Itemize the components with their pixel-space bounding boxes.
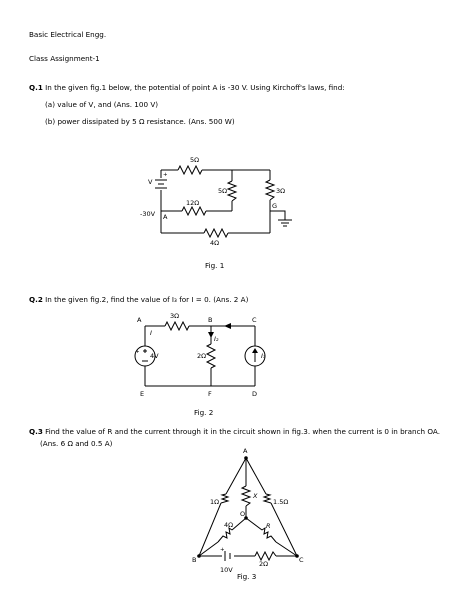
fig2-resistor-2ohm — [207, 344, 215, 368]
fig3-resistor-1ohm — [221, 494, 228, 503]
fig2-label-node-a: A — [137, 316, 142, 324]
q3-question — [29, 428, 440, 436]
q2-question — [29, 296, 248, 304]
q3-answer: (Ans. 6 Ω and 0.5 A) — [40, 439, 113, 448]
fig3-resistor-1-5ohm — [264, 494, 271, 503]
fig3-label-r-1: 1Ω — [210, 498, 220, 506]
fig1-caption: Fig. 1 — [205, 261, 225, 270]
fig1-circuit — [140, 156, 292, 247]
fig3-label-r-4: 4Ω — [224, 521, 234, 529]
fig3-label-source-v: 10V — [220, 566, 233, 574]
fig2-label-plus: + — [135, 349, 140, 355]
fig3-resistor-x — [242, 486, 250, 506]
fig1-label-v: V — [148, 178, 153, 186]
fig2-label-r-2: 2Ω — [197, 352, 207, 360]
q3-number: Q.3 — [29, 427, 43, 436]
fig1-label-plus: + — [163, 172, 168, 178]
fig3-label-r-2: 2Ω — [259, 560, 269, 568]
fig2-label-node-d: D — [252, 390, 258, 398]
q2-text: In the given fig.2, find the value of I₃ for I = 0. (Ans. 2 A) — [45, 295, 249, 304]
fig1-label-r-top: 5Ω — [190, 156, 200, 164]
fig1-label-r-bottom: 4Ω — [210, 239, 220, 247]
fig1-label-minus30: -30V — [140, 210, 156, 218]
fig3-label-r-15: 1.5Ω — [273, 498, 289, 506]
fig3-caption: Fig. 3 — [237, 572, 257, 581]
fig1-resistor-12ohm — [182, 207, 206, 215]
fig3-label-r-r: R — [266, 522, 271, 530]
q3-text: Find the value of R and the current through it in the circuit shown in fig.3. when the current is 0 in branch OA. — [45, 427, 440, 436]
fig2-circuit — [135, 312, 266, 398]
q1-part-a: (a) value of V, and (Ans. 100 V) — [45, 100, 159, 109]
fig3-label-node-b: B — [192, 556, 197, 564]
fig3-resistor-2ohm — [255, 552, 276, 560]
fig1-resistor-5ohm-mid — [228, 181, 236, 201]
fig1-resistor-4ohm — [204, 229, 228, 237]
fig1-label-node-a: A — [163, 213, 168, 221]
fig3-resistor-r — [262, 528, 276, 542]
q1-part-b: (b) power dissipated by 5 Ω resistance. (Ans. 500 W) — [45, 117, 235, 126]
fig1-label-node-g: G — [272, 202, 278, 210]
fig3-node-a-dot — [244, 456, 248, 460]
q2-number: Q.2 — [29, 295, 43, 304]
q1-number: Q.1 — [29, 83, 43, 92]
fig3-node-b-dot — [197, 554, 201, 558]
course-title: Basic Electrical Engg. — [29, 30, 107, 39]
fig2-label-node-b: B — [208, 316, 213, 324]
fig2-label-r-3: 3Ω — [170, 312, 180, 320]
fig1-resistor-5ohm-top — [178, 166, 202, 174]
fig3-label-r-x: X — [253, 492, 258, 500]
fig3-label-node-c: C — [299, 556, 304, 564]
fig2-label-cur-i3: I₃ — [261, 352, 266, 360]
fig2-arrow-i3-top — [224, 323, 231, 329]
assignment-title: Class Assignment-1 — [29, 54, 100, 63]
fig1-resistor-3ohm — [266, 180, 274, 200]
fig2-resistor-3ohm — [165, 322, 189, 330]
fig3-label-node-o: O — [240, 510, 246, 518]
fig3-label-plus: + — [220, 547, 225, 553]
fig2-label-node-e: E — [140, 390, 145, 398]
fig3-resistor-4ohm — [218, 528, 232, 542]
fig1-label-r-mid: 5Ω — [218, 187, 228, 195]
fig3-circuit — [192, 447, 304, 574]
fig2-label-node-f: F — [208, 390, 212, 398]
fig2-caption: Fig. 2 — [194, 408, 214, 417]
q1-text: In the given fig.1 below, the potential of point A is -30 V. Using Kirchoff's laws, find: — [45, 83, 345, 92]
fig1-label-r-right: 3Ω — [276, 187, 286, 195]
fig2-label-cur-i: I — [150, 329, 152, 337]
fig2-label-cur-i2: I₂ — [214, 335, 219, 343]
fig2-label-source-v: 4V — [150, 352, 159, 360]
fig1-label-r-12: 12Ω — [186, 199, 200, 207]
fig3-label-node-a: A — [243, 447, 248, 455]
fig2-label-node-c: C — [252, 316, 257, 324]
